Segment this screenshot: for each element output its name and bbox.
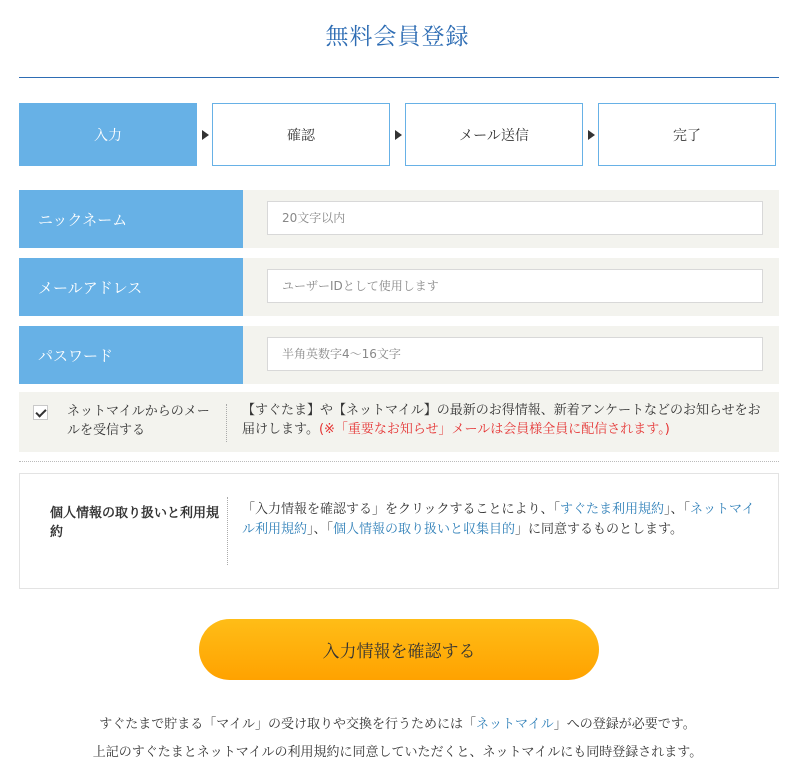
nickname-label: ニックネーム xyxy=(19,190,243,248)
step-input: 入力 xyxy=(19,103,197,166)
step-arrow-icon xyxy=(395,130,402,140)
password-input[interactable] xyxy=(267,337,763,371)
footer-line-1-post: 」への登録が必要です。 xyxy=(553,717,696,732)
terms-box xyxy=(19,473,779,589)
checkmark-icon xyxy=(35,406,46,417)
password-label: パスワード xyxy=(19,326,243,384)
optin-divider xyxy=(226,404,227,442)
newsletter-description xyxy=(242,401,772,439)
password-row xyxy=(19,326,779,384)
newsletter-optin xyxy=(19,392,779,452)
title-divider xyxy=(19,77,779,78)
nickname-input[interactable] xyxy=(267,201,763,235)
sugutama-terms-link[interactable]: すぐたま利用規約 xyxy=(559,502,664,517)
terms-divider xyxy=(227,497,228,565)
terms-text-2: 」、「 xyxy=(664,502,691,517)
step-mail-sent: メール送信 xyxy=(405,103,583,166)
netmile-terms-link[interactable]: ネットマイル利用規約 xyxy=(242,502,755,537)
terms-text-4: 」に同意するものとします。 xyxy=(515,522,684,537)
section-divider xyxy=(19,461,779,462)
terms-text-1: 「入力情報を確認する」をクリックすることにより、「 xyxy=(242,502,560,517)
step-arrow-icon xyxy=(202,130,209,140)
footer-line-1 xyxy=(0,711,795,739)
step-confirm: 確認 xyxy=(212,103,390,166)
email-row xyxy=(19,258,779,316)
netmile-link[interactable]: ネットマイル xyxy=(476,717,554,732)
nickname-row xyxy=(19,190,779,248)
newsletter-checkbox[interactable] xyxy=(33,405,48,420)
confirm-input-button[interactable]: 入力情報を確認する xyxy=(199,619,599,680)
footer-notice xyxy=(0,711,795,767)
terms-title: 個人情報の取り扱いと利用規約 xyxy=(50,506,220,540)
privacy-policy-link[interactable]: 個人情報の取り扱いと収集目的 xyxy=(333,522,516,537)
newsletter-checkbox-label[interactable]: ネットマイルからのメールを受信する xyxy=(67,404,210,438)
step-arrow-icon xyxy=(588,130,595,140)
page-title: 無料会員登録 xyxy=(325,24,470,50)
newsletter-description-text: 【すぐたま】や【ネットマイル】の最新のお得情報、新着アンケートなどのお知らせをお届けします。 xyxy=(242,403,761,437)
terms-text xyxy=(242,500,762,540)
email-label: メールアドレス xyxy=(19,258,243,316)
email-input[interactable] xyxy=(267,269,763,303)
terms-text-3: 」、「 xyxy=(307,522,334,537)
step-complete: 完了 xyxy=(598,103,776,166)
newsletter-warning-note: (※「重要なお知らせ」メールは会員様全員に配信されます。) xyxy=(318,422,670,437)
footer-line-2: 上記のすぐたまとネットマイルの利用規約に同意していただくと、ネットマイルにも同時登録されます。 xyxy=(92,745,703,760)
footer-line-1-pre: すぐたまで貯まる「マイル」の受け取りや交換を行うためには「 xyxy=(99,717,477,732)
progress-steps xyxy=(19,103,779,166)
